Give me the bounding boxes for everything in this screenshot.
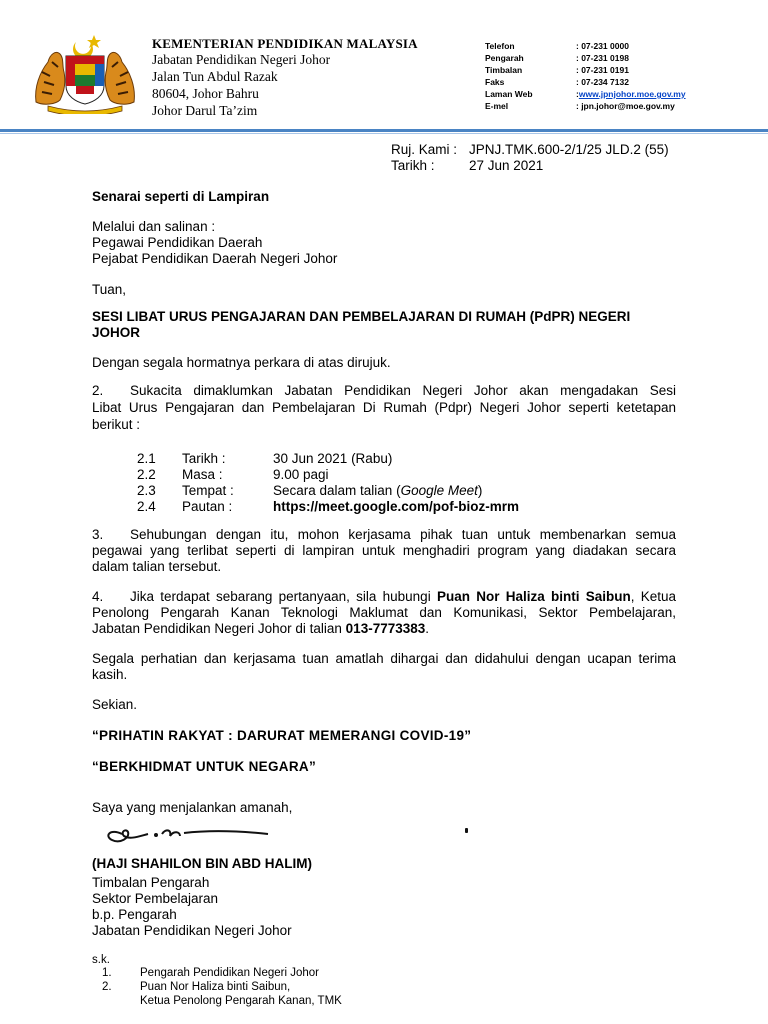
ruj-value: JPNJ.TMK.600-2/1/25 JLD.2 (55) [469, 142, 669, 157]
contact-value: : jpn.johor@moe.gov.my [576, 101, 675, 111]
letterhead-line: Jabatan Pendidikan Negeri Johor [152, 52, 331, 67]
via-line: Melalui dan salinan : [92, 219, 216, 234]
detail-value: 30 Jun 2021 (Rabu) [273, 451, 393, 466]
paragraph-text: , Ketua [630, 589, 676, 604]
sk-list [102, 966, 342, 1008]
detail-row [137, 499, 519, 515]
contact-label: Faks [485, 77, 505, 87]
contact-label: E-mel [485, 101, 509, 111]
detail-number: 2.4 [137, 499, 156, 514]
detail-row [137, 451, 519, 467]
detail-value-italic: Google Meet [400, 483, 478, 498]
detail-number: 2.1 [137, 451, 156, 466]
detail-row [137, 467, 519, 483]
sk-label: s.k. [92, 954, 110, 966]
via-line: Pejabat Pendidikan Daerah Negeri Johor [92, 251, 338, 266]
ink-dot [465, 828, 468, 833]
sk-text: Pengarah Pendidikan Negeri Johor [140, 967, 320, 979]
details-list [137, 451, 519, 515]
amanah-line: Saya yang menjalankan amanah, [92, 800, 293, 815]
contact-person-name: Puan Nor Haliza binti Saibun [436, 589, 631, 604]
tarikh-value: 27 Jun 2021 [469, 158, 544, 173]
detail-label: Pautan : [182, 499, 233, 514]
detail-value [273, 483, 482, 499]
contact-label: Telefon [485, 41, 515, 51]
paragraph-line: Sehubungan dengan itu, mohon kerjasama pihak tuan untuk membenarkan semua [130, 527, 676, 542]
letterhead-address [152, 51, 330, 119]
detail-number: 2.3 [137, 483, 156, 498]
subject [92, 309, 630, 341]
paragraph-line: pegawai yang terlibat seperti di lampiran untuk menghadiri program yang diadakan secara [92, 543, 676, 558]
contact-label: Laman Web [485, 89, 533, 99]
sk-text: Puan Nor Haliza binti Saibun, [140, 981, 291, 993]
paragraph-line: dalam talian tersebut. [92, 559, 222, 574]
via-line: Pegawai Pendidikan Daerah [92, 235, 263, 250]
detail-row [137, 483, 519, 499]
signatory-name: (HAJI SHAHILON BIN ABD HALIM) [92, 856, 312, 871]
tarikh-label: Tarikh : [391, 158, 435, 173]
reference-block [391, 142, 669, 174]
contact-value: : 07-231 0191 [576, 65, 629, 75]
sekian: Sekian. [92, 697, 138, 712]
sk-item [102, 980, 342, 994]
meeting-link[interactable]: https://meet.google.com/pof-bioz-mrm [273, 499, 519, 514]
via-block [92, 219, 337, 267]
slogan-covid: “PRIHATIN RAKYAT : DARURAT MEMERANGI COVID-19” [92, 728, 472, 743]
signatory-titles [92, 875, 292, 939]
website-link[interactable]: www.jpnjohor.moe.gov.my [578, 89, 686, 99]
contact-phone: 013-7773383 [345, 621, 426, 636]
website-prefix: : [576, 89, 579, 99]
contact-block [485, 40, 745, 112]
ministry-name: KEMENTERIAN PENDIDIKAN MALAYSIA [152, 36, 418, 51]
paragraph-number: 3. [92, 527, 104, 542]
detail-label: Tarikh : [182, 451, 226, 466]
letterhead-line: Johor Darul Ta’zim [152, 103, 258, 118]
paragraph-2 [92, 383, 676, 433]
letterhead-line: 80604, Johor Bahru [152, 86, 259, 101]
contact-value: : 07-231 0000 [576, 41, 629, 51]
paragraph-line: Penolong Pengarah Kanan Teknologi Maklumat dan Komunikasi, Sektor Pembelajaran, [92, 605, 676, 620]
letterhead-line: Jalan Tun Abdul Razak [152, 69, 278, 84]
paragraph-text: . [425, 621, 430, 636]
ruj-label: Ruj. Kami : [391, 142, 458, 157]
sk-item-continuation: Ketua Penolong Pengarah Kanan, TMK [140, 995, 342, 1007]
intro-paragraph: Dengan segala hormatnya perkara di atas dirujuk. [92, 355, 391, 370]
recipient: Senarai seperti di Lampiran [92, 189, 270, 204]
signatory-title: Sektor Pembelajaran [92, 891, 219, 906]
detail-value-pre: Secara dalam talian ( [273, 483, 401, 498]
signatory-title: b.p. Pengarah [92, 907, 177, 922]
paragraph-line [92, 621, 676, 637]
paragraph-line: Segala perhatian dan kerjasama tuan amatlah dihargai dan didahului dengan ucapan terima [92, 651, 676, 666]
contact-label: Pengarah [485, 53, 524, 63]
paragraph-number: 4. [92, 589, 104, 604]
paragraph-line: berikut : [92, 417, 141, 432]
salutation: Tuan, [92, 282, 127, 297]
paragraph-text: Jika terdapat sebarang pertanyaan, sila hubungi [130, 589, 437, 604]
paragraph-4 [92, 589, 676, 637]
subject-line: JOHOR [92, 325, 141, 340]
contact-label: Timbalan [485, 65, 523, 75]
letterhead-divider-thin [0, 133, 768, 134]
paragraph-text: Jabatan Pendidikan Negeri Johor di talian [92, 621, 346, 636]
sk-number: 1. [102, 967, 112, 979]
subject-line: SESI LIBAT URUS PENGAJARAN DAN PEMBELAJARAN DI RUMAH (PdPR) NEGERI [92, 309, 631, 324]
paragraph-line: Libat Urus Pengajaran dan Pembelajaran Di Rumah (Pdpr) Negeri Johor seperti ketetapan [92, 400, 676, 415]
paragraph-3 [92, 527, 676, 575]
paragraph-line: Sukacita dimaklumkan Jabatan Pendidikan Negeri Johor akan mengadakan Sesi [130, 383, 676, 398]
detail-label: Masa : [182, 467, 223, 482]
signatory-title: Jabatan Pendidikan Negeri Johor [92, 923, 292, 938]
detail-label: Tempat : [182, 483, 234, 498]
detail-number: 2.2 [137, 467, 156, 482]
paragraph-number: 2. [92, 383, 104, 398]
letterhead-divider [0, 129, 768, 132]
slogan-negara: “BERKHIDMAT UNTUK NEGARA” [92, 759, 316, 774]
signature [100, 820, 280, 850]
paragraph-line: kasih. [92, 667, 128, 682]
sk-number: 2. [102, 981, 112, 993]
closing-paragraph [92, 651, 676, 683]
detail-value-post: ) [477, 483, 483, 498]
contact-value: : 07-231 0198 [576, 53, 629, 63]
sk-item [102, 966, 342, 980]
government-crest [30, 32, 140, 114]
contact-value: : 07-234 7132 [576, 77, 629, 87]
detail-value: 9.00 pagi [273, 467, 329, 482]
signatory-title: Timbalan Pengarah [92, 875, 210, 890]
paragraph-line [130, 589, 676, 605]
